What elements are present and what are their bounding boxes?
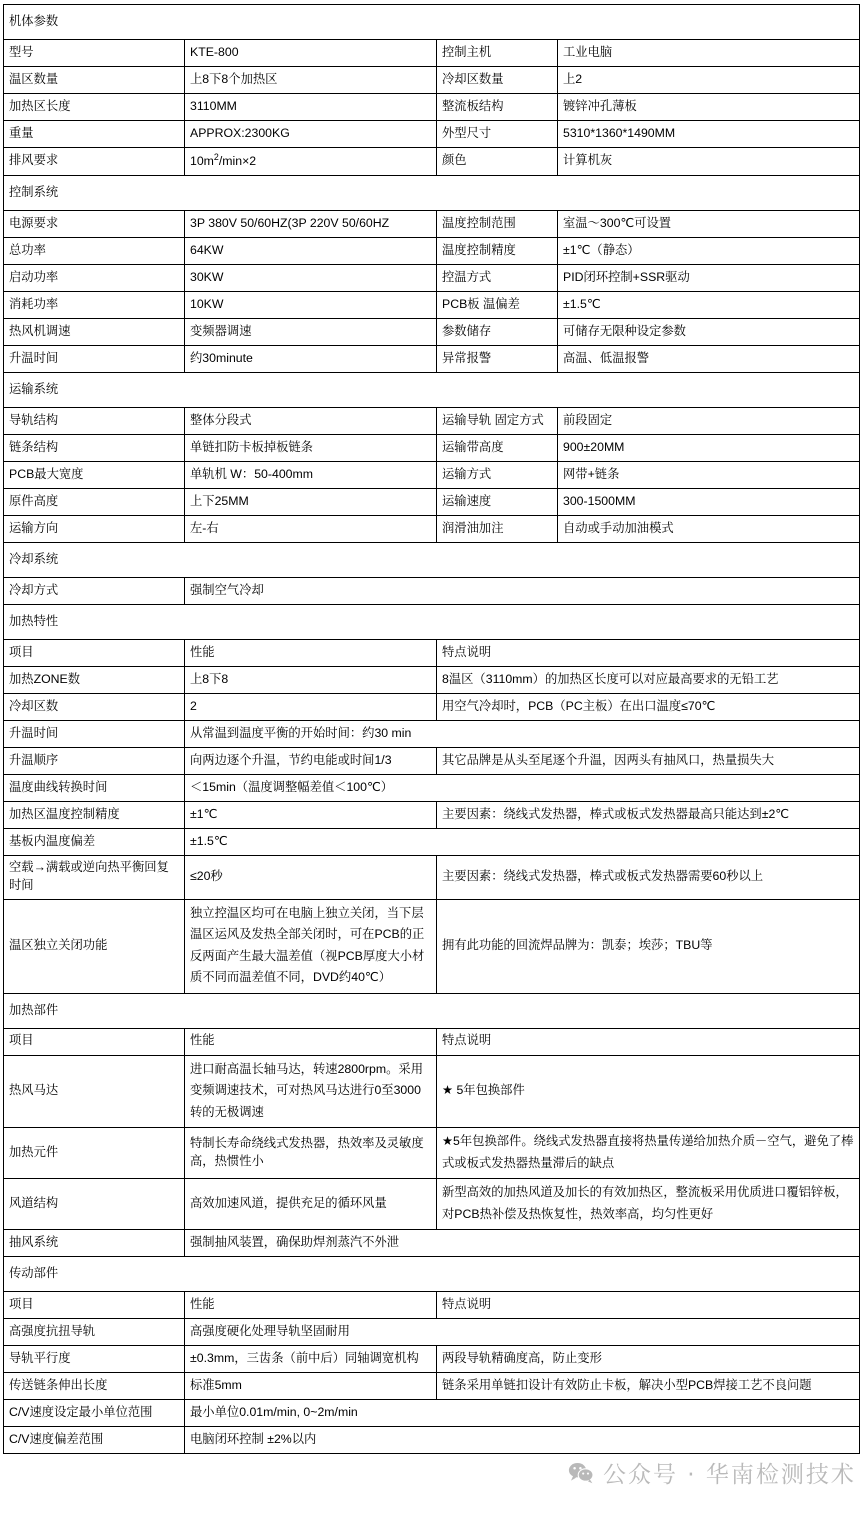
row-label: 热风机调速: [4, 318, 185, 345]
row-value: KTE-800: [185, 40, 437, 67]
table-row: [4, 855, 860, 899]
row-label: 基板内温度偏差: [4, 828, 185, 855]
row-label-2: 控制主机: [437, 40, 558, 67]
table-row: [4, 1128, 860, 1179]
row-label-2: 异常报警: [437, 345, 558, 372]
row-value: 向两边逐个升温，节约电能或时间1/3: [185, 747, 437, 774]
row-value: 30KW: [185, 264, 437, 291]
row-value-2: ±1.5℃: [558, 291, 860, 318]
row-value: 上8下8个加热区: [185, 67, 437, 94]
specification-table: [3, 4, 860, 1454]
row-note: ★ 5年包换部件: [437, 1055, 860, 1128]
table-row: [4, 210, 860, 237]
table-row: [4, 1055, 860, 1128]
row-value: 性能: [185, 1028, 437, 1055]
row-label: PCB最大宽度: [4, 461, 185, 488]
row-value: 强制抽风装置，确保助焊剂蒸汽不外泄: [185, 1230, 860, 1257]
table-row: [4, 639, 860, 666]
row-label: 加热区温度控制精度: [4, 801, 185, 828]
row-value: ±0.3mm，三齿条（前中后）同轴调宽机构: [185, 1346, 437, 1373]
table-row: [4, 318, 860, 345]
row-value-2: 300-1500MM: [558, 488, 860, 515]
table-row: [4, 291, 860, 318]
row-value: ±1.5℃: [185, 828, 860, 855]
section-heading: 加热特性: [4, 604, 860, 639]
row-value-2: 高温、低温报警: [558, 345, 860, 372]
row-label: 排风要求: [4, 148, 185, 176]
row-label-2: 整流板结构: [437, 94, 558, 121]
row-value: 进口耐高温长轴马达，转速2800rpm。采用变频调速技术，可对热风马达进行0至3000转的无极调速: [185, 1055, 437, 1128]
table-row: [4, 345, 860, 372]
row-value: $10m^2/\min\times 2$: [185, 148, 437, 176]
row-value: 约30minute: [185, 345, 437, 372]
row-value-2: 900±20MM: [558, 434, 860, 461]
table-row: [4, 801, 860, 828]
row-label-2: 温度控制精度: [437, 237, 558, 264]
table-row: [4, 148, 860, 176]
row-label: 加热区长度: [4, 94, 185, 121]
row-value-2: 5310*1360*1490MM: [558, 121, 860, 148]
row-label: 链条结构: [4, 434, 185, 461]
row-label: 热风马达: [4, 1055, 185, 1128]
row-value-2: ±1℃（静态）: [558, 237, 860, 264]
section-heading: 加热部件: [4, 993, 860, 1028]
row-label-2: 颜色: [437, 148, 558, 176]
row-value-2: 网带+链条: [558, 461, 860, 488]
row-label-2: 运输方式: [437, 461, 558, 488]
row-label: 抽风系统: [4, 1230, 185, 1257]
row-label: 项目: [4, 1292, 185, 1319]
row-label-2: 运输导轨 固定方式: [437, 407, 558, 434]
row-value: 特制长寿命绕线式发热器，热效率及灵敏度高，热惯性小: [185, 1128, 437, 1179]
row-label: 消耗功率: [4, 291, 185, 318]
row-note: 新型高效的加热风道及加长的有效加热区，整流板采用优质进口覆铝锌板，对PCB热补偿及热恢复性，热效率高，均匀性更好: [437, 1179, 860, 1230]
row-label: 重量: [4, 121, 185, 148]
row-value-2: 镀锌冲孔薄板: [558, 94, 860, 121]
row-label: 温区数量: [4, 67, 185, 94]
row-label: 温度曲线转换时间: [4, 774, 185, 801]
row-note: 其它品牌是从头至尾逐个升温，因两头有抽风口，热量损失大: [437, 747, 860, 774]
row-value-2: 工业电脑: [558, 40, 860, 67]
section-heading-row: [4, 1257, 860, 1292]
row-value: 3110MM: [185, 94, 437, 121]
row-value-2: 上2: [558, 67, 860, 94]
row-note: 拥有此功能的回流焊品牌为：凯泰；埃莎；TBU等: [437, 899, 860, 993]
table-row: [4, 40, 860, 67]
row-label: 温区独立关闭功能: [4, 899, 185, 993]
row-label-2: 运输带高度: [437, 434, 558, 461]
table-row: [4, 666, 860, 693]
watermark-text: 公众号 · 华南检测技术: [603, 1462, 856, 1488]
row-value: 左-右: [185, 515, 437, 542]
table-row: [4, 1230, 860, 1257]
row-label: 加热元件: [4, 1128, 185, 1179]
row-value: 单轨机 W：50-400mm: [185, 461, 437, 488]
row-value: 单链扣防卡板掉板链条: [185, 434, 437, 461]
row-value: 上8下8: [185, 666, 437, 693]
row-value: APPROX:2300KG: [185, 121, 437, 148]
table-row: [4, 264, 860, 291]
row-label: 导轨平行度: [4, 1346, 185, 1373]
row-value: 64KW: [185, 237, 437, 264]
row-label: 加热ZONE数: [4, 666, 185, 693]
row-label-2: 冷却区数量: [437, 67, 558, 94]
row-label-2: PCB板 温偏差: [437, 291, 558, 318]
table-row: [4, 747, 860, 774]
table-row: [4, 1028, 860, 1055]
row-label: 升温时间: [4, 720, 185, 747]
row-value: 高强度硬化处理导轨坚固耐用: [185, 1319, 860, 1346]
table-row: [4, 1292, 860, 1319]
row-label: 型号: [4, 40, 185, 67]
row-label: 冷却方式: [4, 577, 185, 604]
row-label: 启动功率: [4, 264, 185, 291]
row-label: 升温时间: [4, 345, 185, 372]
table-row: [4, 407, 860, 434]
table-row: [4, 720, 860, 747]
table-row: [4, 1400, 860, 1427]
row-note: 链条采用单链扣设计有效防止卡板，解决小型PCB焊接工艺不良问题: [437, 1373, 860, 1400]
row-value-2: 前段固定: [558, 407, 860, 434]
table-row: [4, 828, 860, 855]
row-label-2: 参数储存: [437, 318, 558, 345]
row-label: 项目: [4, 1028, 185, 1055]
row-label: 原件高度: [4, 488, 185, 515]
row-note: 特点说明: [437, 639, 860, 666]
table-row: [4, 237, 860, 264]
section-heading-row: [4, 372, 860, 407]
row-label: 冷却区数: [4, 693, 185, 720]
row-value: 3P 380V 50/60HZ(3P 220V 50/60HZ: [185, 210, 437, 237]
section-heading: 控制系统: [4, 175, 860, 210]
row-value: 变频器调速: [185, 318, 437, 345]
row-value: 最小单位0.01m/min, 0~2m/min: [185, 1400, 860, 1427]
row-value: 2: [185, 693, 437, 720]
row-label: C/V速度偏差范围: [4, 1427, 185, 1454]
row-label-2: 运输速度: [437, 488, 558, 515]
row-note: 特点说明: [437, 1028, 860, 1055]
row-note: 两段导轨精确度高，防止变形: [437, 1346, 860, 1373]
row-value: 10KW: [185, 291, 437, 318]
row-value-2: 计算机灰: [558, 148, 860, 176]
section-heading: 冷却系统: [4, 542, 860, 577]
row-value: ±1℃: [185, 801, 437, 828]
table-row: [4, 434, 860, 461]
row-value-2: 自动或手动加油模式: [558, 515, 860, 542]
row-value: 整体分段式: [185, 407, 437, 434]
row-note: 主要因素：绕线式发热器，棒式或板式发热器最高只能达到±2℃: [437, 801, 860, 828]
row-label: 导轨结构: [4, 407, 185, 434]
table-row: [4, 67, 860, 94]
row-value-2: 可储存无限种设定参数: [558, 318, 860, 345]
row-label: 高强度抗扭导轨: [4, 1319, 185, 1346]
section-heading-row: [4, 175, 860, 210]
table-row: [4, 121, 860, 148]
row-value: ≤20秒: [185, 855, 437, 899]
section-heading: 机体参数: [4, 5, 860, 40]
table-row: [4, 1373, 860, 1400]
row-label: 空载→满载或逆向热平衡回复时间: [4, 855, 185, 899]
section-heading-row: [4, 604, 860, 639]
row-note: 用空气冷却时，PCB（PC主板）在出口温度≤70℃: [437, 693, 860, 720]
section-heading-row: [4, 993, 860, 1028]
table-row: [4, 577, 860, 604]
section-heading: 传动部件: [4, 1257, 860, 1292]
table-row: [4, 693, 860, 720]
row-value: 电脑闭环控制 ±2%以内: [185, 1427, 860, 1454]
row-value: 高效加速风道，提供充足的循环风量: [185, 1179, 437, 1230]
row-value: 独立控温区均可在电脑上独立关闭，当下层温区运风及发热全部关闭时，可在PCB的正反两面产生最大温差值（视PCB厚度大小材质不同而温差值不同，DVD约40℃）: [185, 899, 437, 993]
row-value-2: 室温～300℃可设置: [558, 210, 860, 237]
row-value: ＜15min（温度调整幅差值＜100℃）: [185, 774, 860, 801]
row-value: 强制空气冷却: [185, 577, 860, 604]
watermark: [568, 1456, 856, 1489]
table-row: [4, 488, 860, 515]
row-value: 性能: [185, 639, 437, 666]
row-value-2: PID闭环控制+SSR驱动: [558, 264, 860, 291]
table-row: [4, 1319, 860, 1346]
table-row: [4, 774, 860, 801]
row-label-2: 控温方式: [437, 264, 558, 291]
row-label: 风道结构: [4, 1179, 185, 1230]
row-label: 传送链条伸出长度: [4, 1373, 185, 1400]
table-row: [4, 515, 860, 542]
row-value: 从常温到温度平衡的开始时间：约30 min: [185, 720, 860, 747]
row-value: 上下25MM: [185, 488, 437, 515]
row-label-2: 润滑油加注: [437, 515, 558, 542]
row-value: 标准5mm: [185, 1373, 437, 1400]
row-note: 8温区（3110mm）的加热区长度可以对应最高要求的无铅工艺: [437, 666, 860, 693]
row-note: 主要因素：绕线式发热器，棒式或板式发热器需要60秒以上: [437, 855, 860, 899]
row-label: 项目: [4, 639, 185, 666]
row-note: 特点说明: [437, 1292, 860, 1319]
section-heading-row: [4, 5, 860, 40]
row-label: 电源要求: [4, 210, 185, 237]
row-label: 总功率: [4, 237, 185, 264]
table-row: [4, 94, 860, 121]
row-label-2: 外型尺寸: [437, 121, 558, 148]
table-row: [4, 1179, 860, 1230]
row-label: 运输方向: [4, 515, 185, 542]
section-heading-row: [4, 542, 860, 577]
row-value: 性能: [185, 1292, 437, 1319]
wechat-icon: [568, 1462, 594, 1484]
row-note: ★5年包换部件。绕线式发热器直接将热量传递给加热介质－空气，避免了棒式或板式发热器热量滞后的缺点: [437, 1128, 860, 1179]
table-row: [4, 899, 860, 993]
table-row: [4, 1346, 860, 1373]
row-label: C/V速度设定最小单位范围: [4, 1400, 185, 1427]
table-row: [4, 461, 860, 488]
row-label: 升温顺序: [4, 747, 185, 774]
section-heading: 运输系统: [4, 372, 860, 407]
row-label-2: 温度控制范围: [437, 210, 558, 237]
table-row: [4, 1427, 860, 1454]
